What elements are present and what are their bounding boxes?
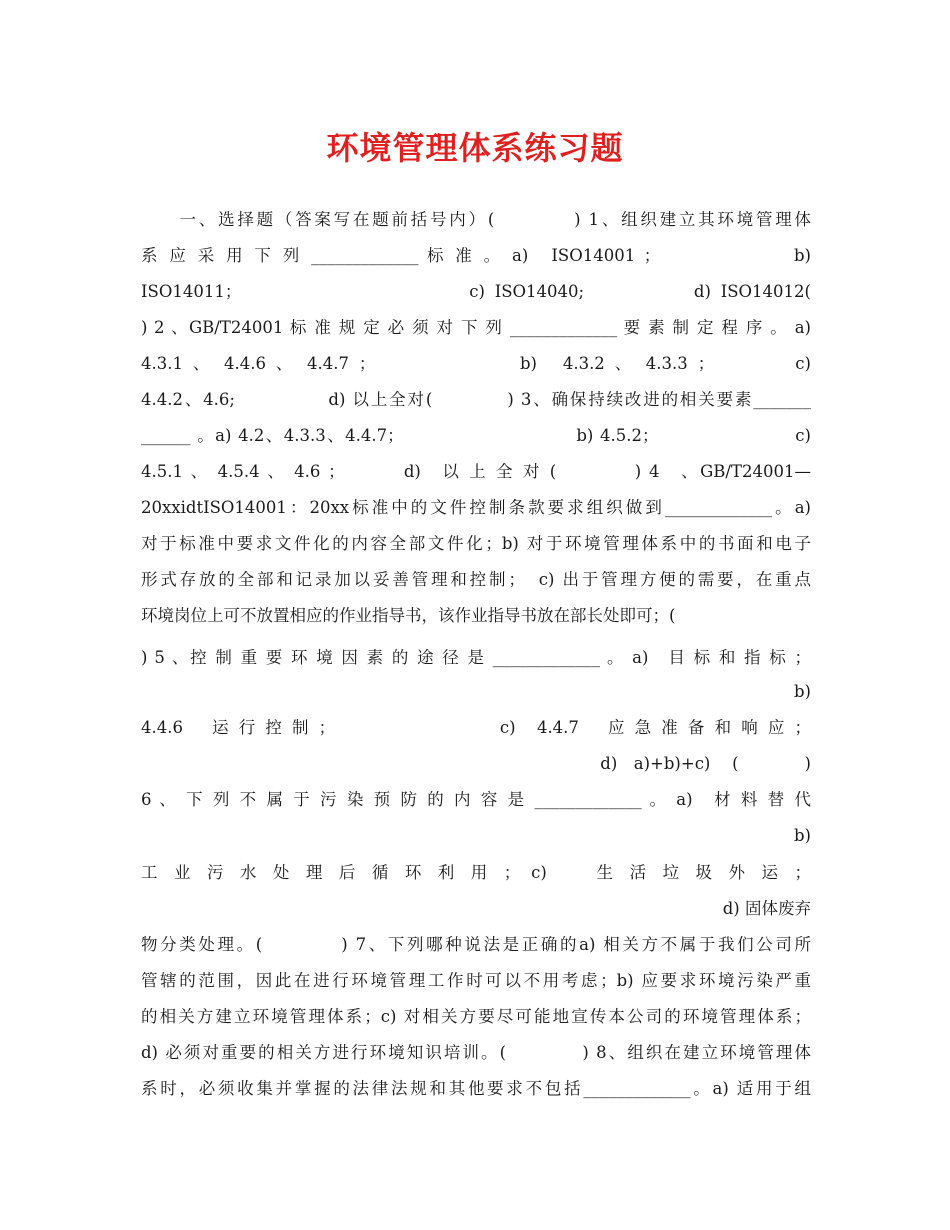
text-line: 环境岗位上可不放置相应的作业指导书，该作业指导书放在部长处即可；( — [141, 606, 676, 625]
text-line: 4.5.1 、 4.5.4 、 4.6 ； d) 以 上 全 对 ( ) 4 、GB/T24001— — [141, 462, 811, 481]
text-line: ) 5 、控 制 重 要 环 境 因 素 的 途 径 是 _____________ 。 a) 目 标 和 指 标 ； — [141, 648, 811, 667]
text-line: 系 应 采 用 下 列 _____________ 标 准 。 a) ISO14001 ； b) — [141, 246, 811, 265]
text-line: ) 2 、GB/T24001 标 准 规 定 必 须 对 下 列 _____________ 要 素 制 定 程 序 。 a) — [141, 318, 811, 337]
text-line: 物分类处理。( ) 7、下列哪种说法是正确的a) 相关方不属于我们公司所 — [141, 935, 811, 954]
text-line: ISO14011； c) ISO14040; d) ISO14012( — [141, 282, 811, 301]
text-line: d) a)+b)+c) ( ) — [600, 754, 811, 773]
text-line: b) — [794, 682, 811, 701]
text-line: 4.4.2、4.6; d) 以上全对( ) 3、确保持续改进的相关要素_______ — [141, 390, 811, 409]
text-line: 管辖的范围，因此在进行环境管理工作时可以不用考虑；b) 应要求环境污染严重 — [141, 971, 811, 990]
text-line: ______ 。a) 4.2、4.3.3、4.4.7； b) 4.5.2； c) — [141, 426, 811, 445]
text-line: 一、选择题（答案写在题前括号内）( ) 1、组织建立其环境管理体 — [141, 210, 811, 229]
text-line: 形式存放的全部和记录加以妥善管理和控制； c) 出于管理方便的需要，在重点 — [141, 570, 811, 589]
text-line: d) 固体废弃 — [722, 899, 811, 918]
text-line: 4.3.1 、 4.4.6 、 4.4.7 ； b) 4.3.2 、 4.3.3 ； c) — [141, 354, 811, 373]
text-line: 对于标准中要求文件化的内容全部文件化；b) 对于环境管理体系中的书面和电子 — [141, 534, 811, 553]
text-line: 系时，必须收集并掌握的法律法规和其他要求不包括_____________。a) 适用于组 — [141, 1079, 811, 1098]
text-line: 工 业 污 水 处 理 后 循 环 利 用 ； c) 生 活 垃 圾 外 运 ； — [141, 863, 811, 882]
text-line: d) 必须对重要的相关方进行环境知识培训。( ) 8、组织在建立环境管理体 — [141, 1043, 811, 1062]
text-line: b) — [794, 826, 811, 845]
text-line: 的相关方建立环境管理体系；c) 对相关方要尽可能地宣传本公司的环境管理体系； — [141, 1007, 811, 1026]
text-line: 20xxidtISO14001：20xx标准中的文件控制条款要求组织做到_____________。a) — [141, 498, 811, 517]
text-line: 4.4.6 运 行 控 制 ； c) 4.4.7 应 急 准 备 和 响 应 ； — [141, 718, 811, 737]
text-line: 6 、 下 列 不 属 于 污 染 预 防 的 内 容 是 _____________ 。 a) 材 料 替 代 — [141, 790, 811, 809]
document-title: 环境管理体系练习题 — [326, 129, 624, 167]
